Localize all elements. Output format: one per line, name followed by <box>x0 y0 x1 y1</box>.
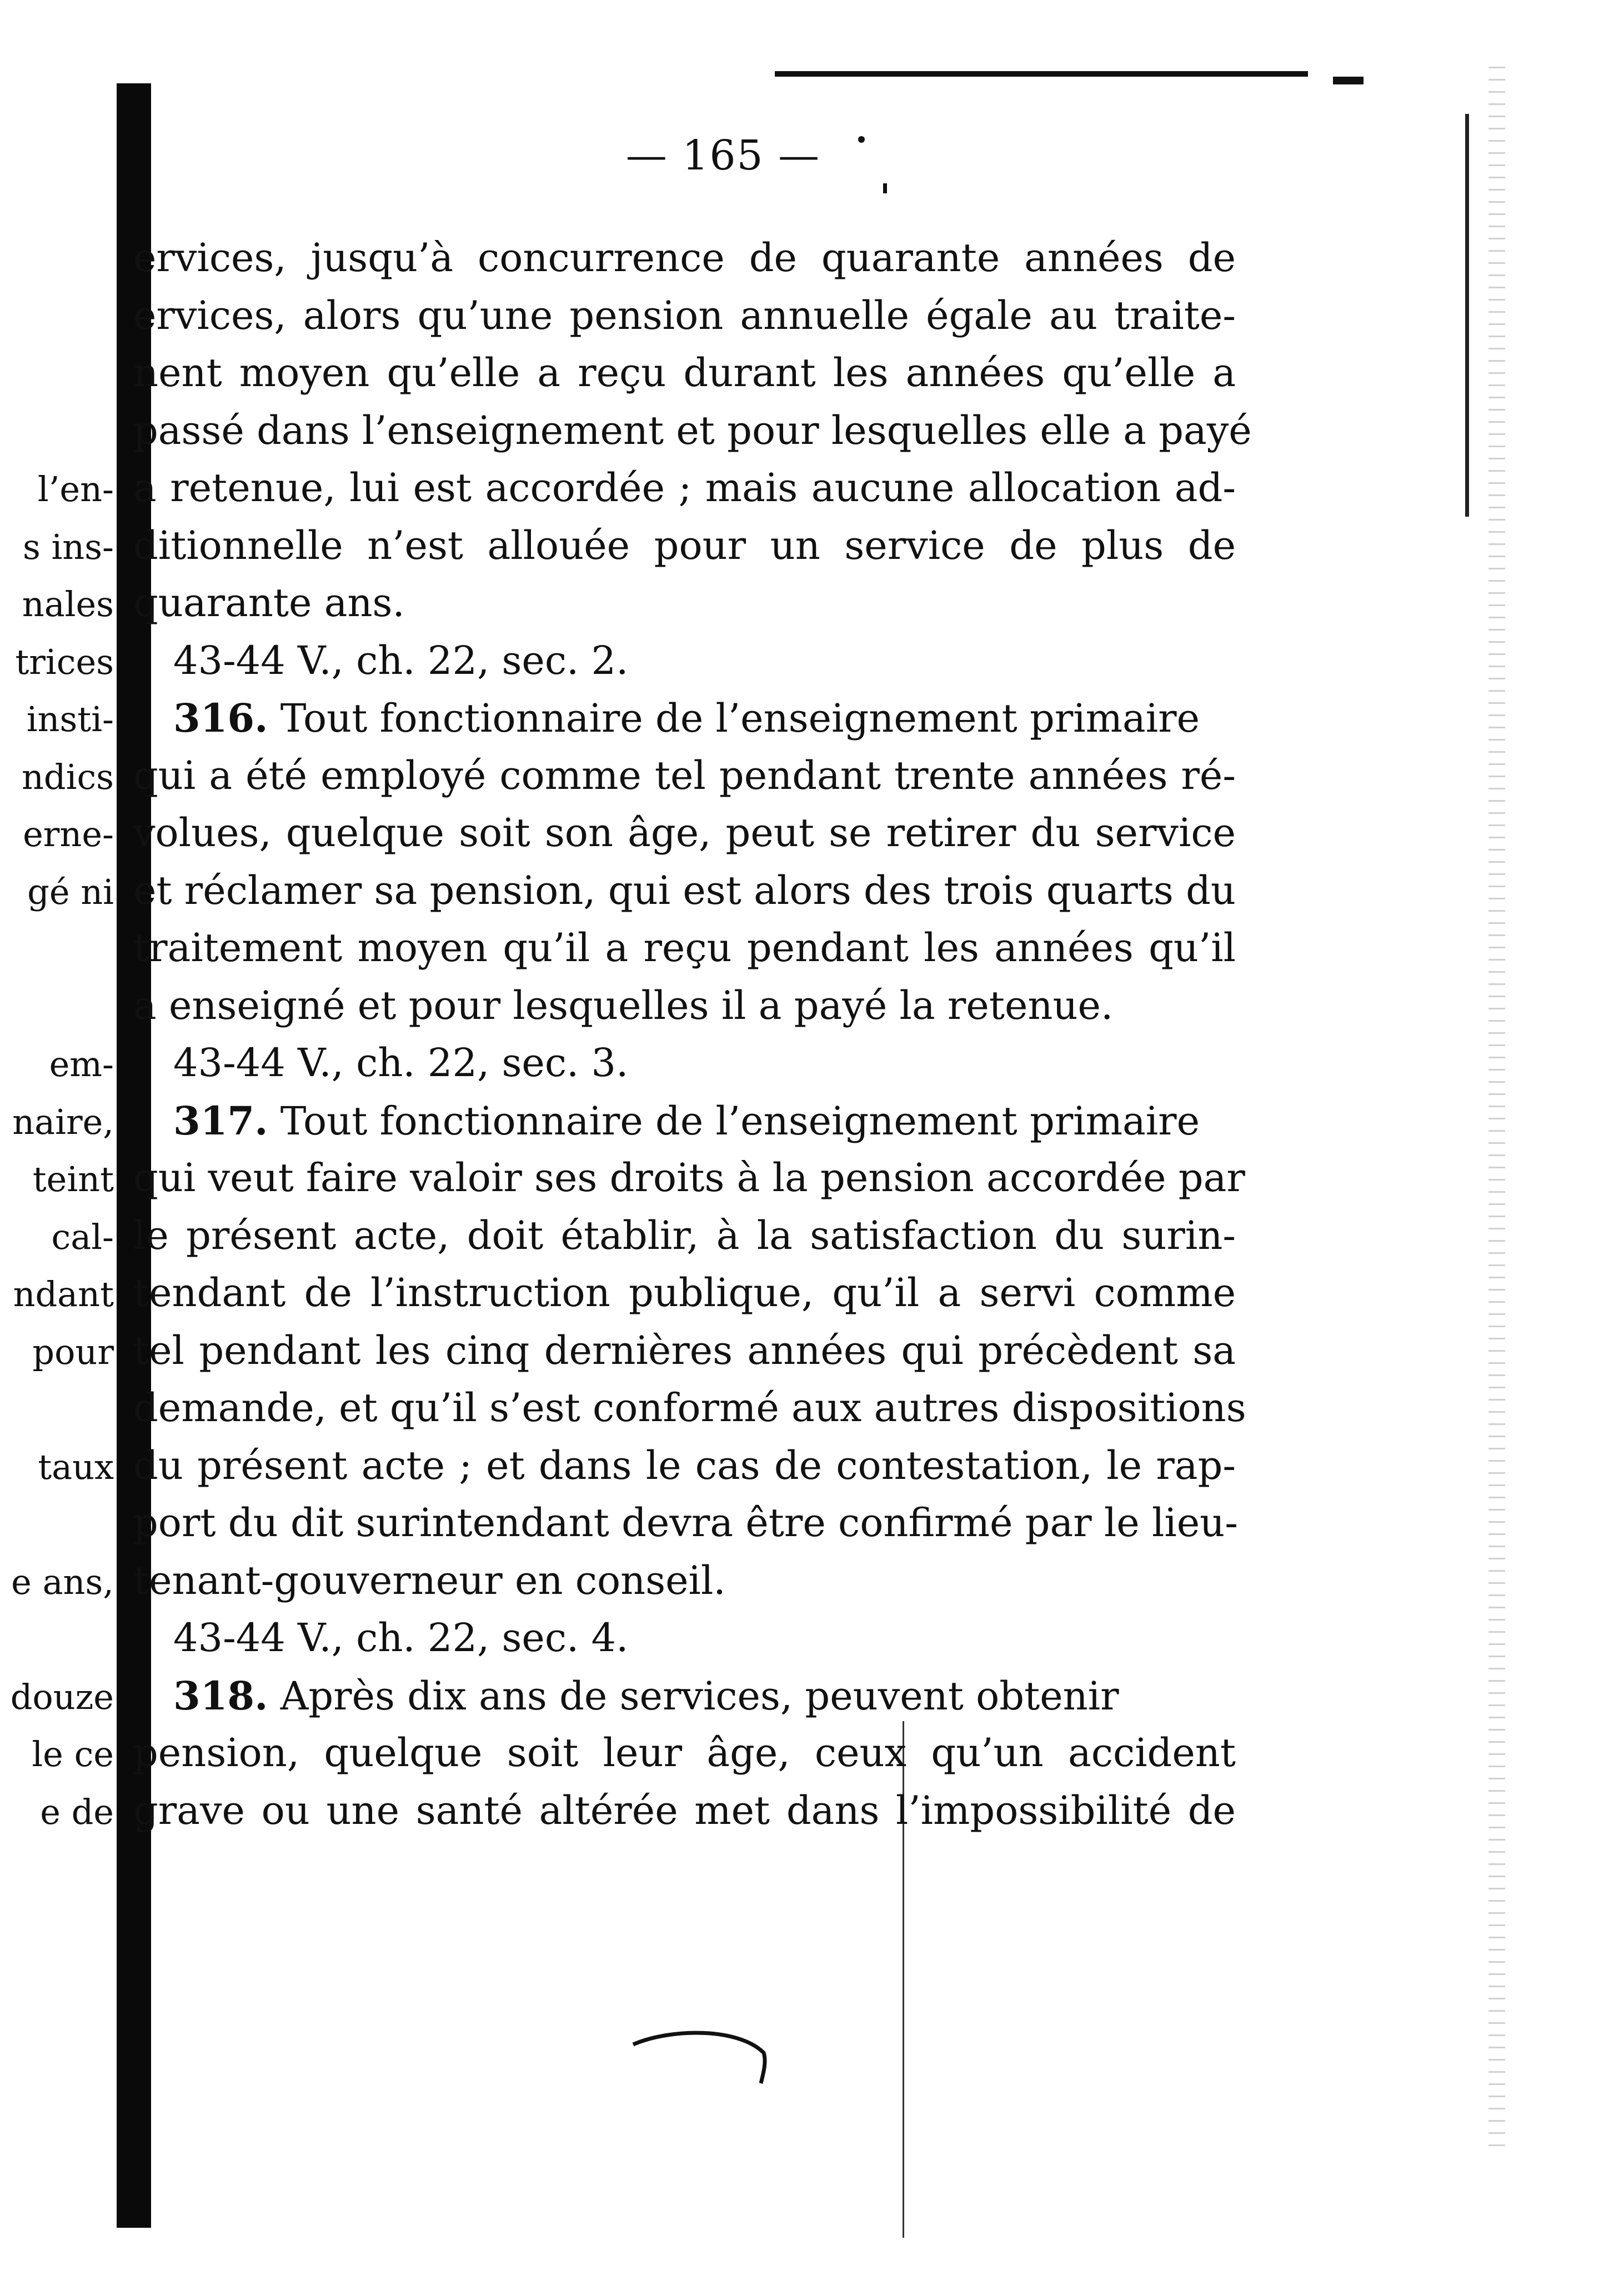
text-line: port du dit surintendant devra être confirmé par le lieu- <box>133 1500 1238 1546</box>
right-edge-noise <box>1488 67 1505 2150</box>
margin-fragment: le ce <box>32 1734 114 1774</box>
statute-citation: 43-44 V., ch. 22, sec. 2. <box>173 637 629 683</box>
margin-fragment: trices <box>15 641 114 682</box>
text-line: du présent acte ; et dans le cas de contestation, le rap- <box>133 1442 1236 1488</box>
text-line: passé dans l’enseignement et pour lesquelles elle a payé <box>133 407 1252 453</box>
statute-citation: 43-44 V., ch. 22, sec. 4. <box>173 1615 629 1661</box>
margin-fragment: e de <box>40 1791 114 1832</box>
text-line: et réclamer sa pension, qui est alors des trois quarts du <box>133 867 1236 913</box>
section-number: 318. <box>173 1672 268 1719</box>
margin-fragment: naire, <box>12 1101 114 1142</box>
text-line: traitement moyen qu’il a reçu pendant les années qu’il <box>133 925 1236 971</box>
text-line: volues, quelque soit son âge, peut se retirer du service <box>133 810 1236 856</box>
margin-fragment: erne- <box>23 814 114 854</box>
page-number: — 165 — <box>625 132 821 179</box>
text-line: ervices, jusqu’à concurrence de quarante années de <box>133 235 1236 281</box>
text-line: ditionnelle n’est allouée pour un service de plus de <box>133 522 1236 568</box>
margin-fragment: taux <box>38 1446 114 1487</box>
margin-fragment: l’en- <box>37 469 114 509</box>
margin-fragment: s ins- <box>22 526 114 567</box>
margin-fragment: pour <box>32 1331 114 1372</box>
body-text <box>133 229 1252 1839</box>
margin-fragment: e ans, <box>11 1561 114 1602</box>
margin-fragment: douze <box>10 1676 114 1717</box>
top-rule-tail <box>1333 77 1364 84</box>
line-text: Tout fonctionnaire de l’enseignement primaire <box>280 1098 1200 1144</box>
paragraph-first-line <box>133 1667 1236 1725</box>
margin-fragment: ndics <box>22 756 114 797</box>
text-line: nent moyen qu’elle a reçu durant les années qu’elle a <box>133 350 1236 396</box>
text-line: grave ou une santé altérée met dans l’impossibilité de <box>133 1787 1236 1833</box>
text-line: ervices, alors qu’une pension annuelle égale au traite- <box>133 292 1236 338</box>
margin-fragment: insti- <box>26 699 114 739</box>
margin-fragment: gé ni <box>27 871 114 912</box>
line-text: Tout fonctionnaire de l’enseignement primaire <box>280 696 1200 741</box>
pencil-squiggle <box>628 2022 772 2089</box>
margin-fragment: cal- <box>51 1216 114 1257</box>
section-number: 317. <box>173 1097 268 1144</box>
margin-fragment: em- <box>49 1044 114 1084</box>
margin-fragment: ndant <box>13 1274 114 1314</box>
text-line: tel pendant les cinq dernières années qui précèdent sa <box>133 1327 1236 1373</box>
line-text: Après dix ans de services, peuvent obtenir <box>280 1673 1119 1719</box>
section-number: 316. <box>173 695 268 741</box>
text-line: le présent acte, doit établir, à la satisfaction du surin- <box>133 1212 1236 1258</box>
text-line: tenant-gouverneur en conseil. <box>133 1557 726 1603</box>
page-header <box>0 125 1624 186</box>
margin-fragment: nales <box>22 584 114 624</box>
text-line: a retenue, lui est accordée ; mais aucune allocation ad- <box>133 465 1236 511</box>
text-line: qui a été employé comme tel pendant trente années ré- <box>133 752 1236 798</box>
text-line: qui veut faire valoir ses droits à la pension accordée par <box>133 1155 1245 1201</box>
text-line: pension, quelque soit leur âge, ceux qu’un accident <box>133 1730 1236 1776</box>
text-line: a enseigné et pour lesquelles il a payé la retenue. <box>133 982 1114 1028</box>
paragraph-first-line <box>133 689 1236 747</box>
top-rule <box>775 71 1308 77</box>
statute-citation: 43-44 V., ch. 22, sec. 3. <box>173 1040 629 1086</box>
text-line: quarante ans. <box>133 580 405 626</box>
margin-fragment: teint <box>32 1159 114 1199</box>
paragraph-first-line <box>133 1092 1236 1150</box>
text-line: demande, et qu’il s’est conformé aux autres dispositions <box>133 1385 1246 1431</box>
text-line: tendant de l’instruction publique, qu’il a servi comme <box>133 1270 1236 1316</box>
